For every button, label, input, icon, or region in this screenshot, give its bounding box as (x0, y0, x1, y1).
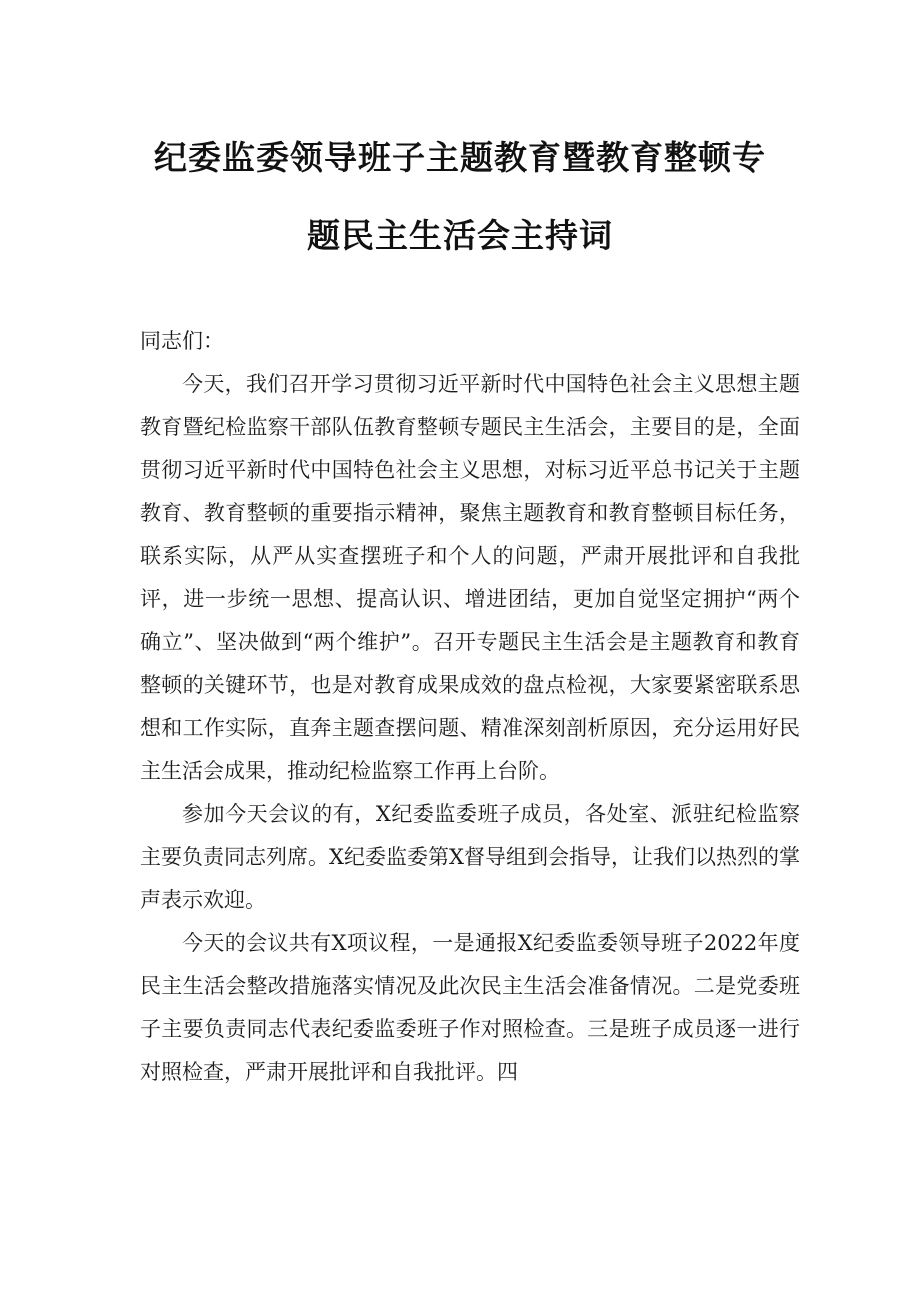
document-title-line-2: 题民主生活会主持词 (307, 216, 613, 255)
document-body (140, 320, 800, 1094)
paragraph-attendees: 参加今天会议的有，X纪委监委班子成员，各处室、派驻纪检监察主要负责同志列席。X纪委监委第X督导组到会指导，让我们以热烈的掌声表示欢迎。 (140, 802, 800, 912)
paragraph-opening: 今天，我们召开学习贯彻习近平新时代中国特色社会主义思想主题教育暨纪检监察干部队伍教育整顿专题民主生活会，主要目的是，全面贯彻习近平新时代中国特色社会主义思想，对标习近平总书记关于主题教育、教育整顿的重要指示精神，聚焦主题教育和教育整顿目标任务，联系实际，从严从实查摆班子和个人的问题，严肃开展批评和自我批评，进一步统一思想、提高认识、增进团结，更加自觉坚定拥护“两个确立”、坚决做到“两个维护”。召开专题民主生活会是主题教育和教育整顿的关键环节，也是对教育成果成效的盘点检视，大家要紧密联系思想和工作实际，直奔主题查摆问题、精准深刻剖析原因，充分运用好民主生活会成果，推动纪检监察工作再上台阶。 (140, 372, 800, 783)
salutation: 同志们： (140, 329, 224, 353)
paragraph-agenda: 今天的会议共有X项议程，一是通报X纪委监委领导班子2022年度民主生活会整改措施落实情况及此次民主生活会准备情况。二是党委班子主要负责同志代表纪委监委班子作对照检查。三是班子成员逐一进行对照检查，严肃开展批评和自我批评。四 (140, 931, 800, 1084)
document-title-line-1: 纪委监委领导班子主题教育暨教育整顿专 (154, 138, 766, 177)
